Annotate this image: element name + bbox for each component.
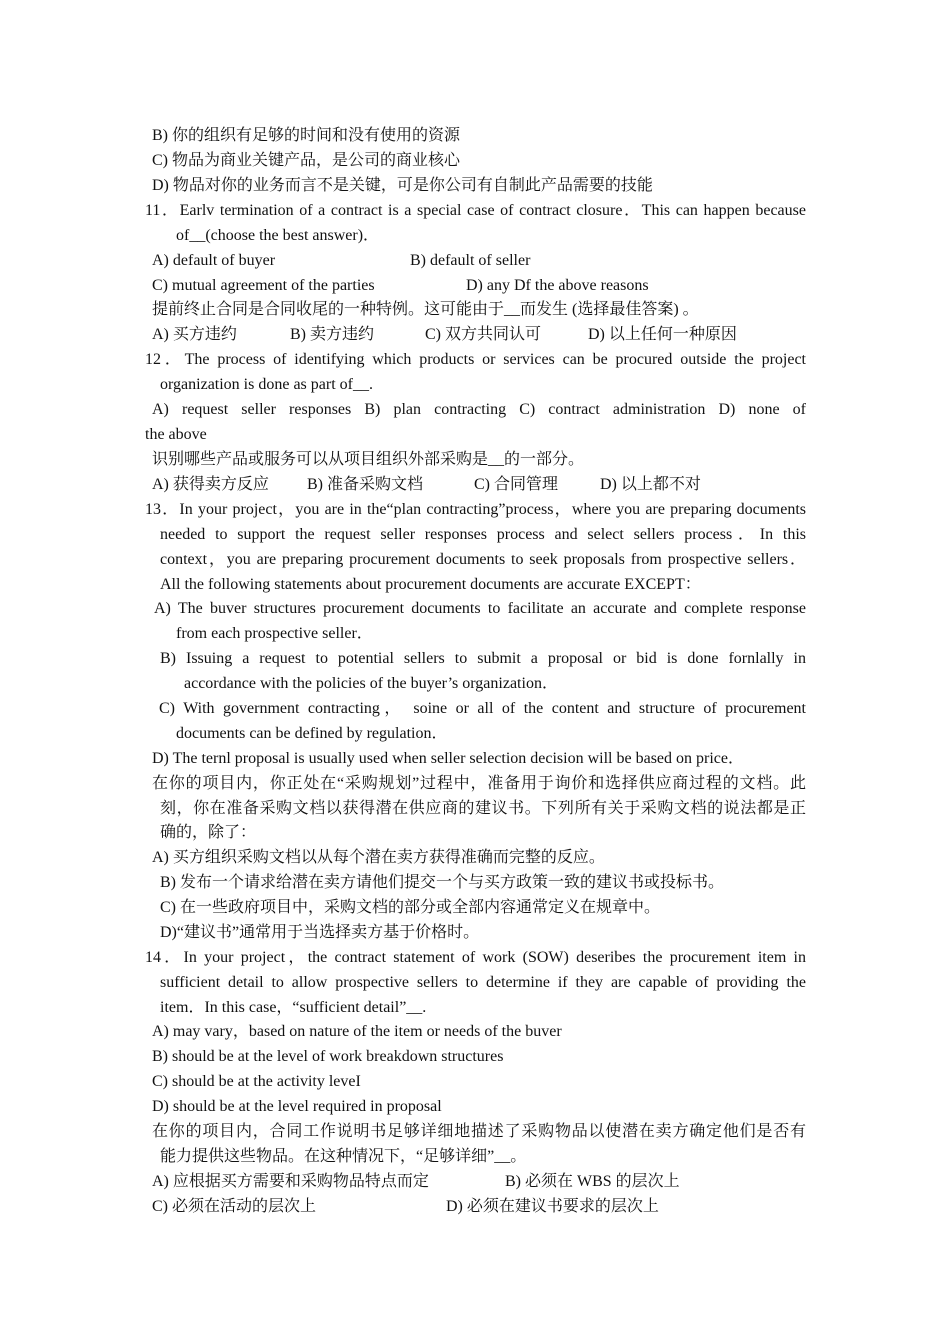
option-c-q13-cont: documents can be defined by regulation． (176, 725, 448, 742)
option-c-q13-cn: C) 在一些政府项目中，采购文档的部分或全部内容通常定义在规章中。 (160, 899, 661, 916)
option-c-q10: C) 物品为商业关键产品，是公司的商业核心 (152, 152, 461, 169)
option-d-q13: D) The ternl proposal is usually used when seller selection decision will be based on price． (152, 750, 744, 767)
question-11-cn: 提前终止合同是合同收尾的一种特例。这可能由于__而发生 (选择最佳答案) 。 (152, 301, 699, 318)
question-14-text-2: sufficient detail to allow prospective sellers to determine if they are capable of providing the (160, 974, 806, 991)
option-d-q14-cn: D) 必须在建议书要求的层次上 (446, 1198, 659, 1215)
option-b-q13-cont: accordance with the policies of the buyer’s organization． (184, 675, 558, 692)
question-12-text-cont: organization is done as part of__. (160, 376, 373, 393)
option-b-q12-cn: B) 准备采购文档 (307, 476, 424, 493)
options-q12-cont: the above (145, 426, 207, 443)
question-13-text-4: All the following statements about procurement documents are accurate EXCEPT： (160, 576, 701, 593)
question-13-text-2: needed to support the request seller responses process and select sellers process．In this (160, 526, 806, 543)
question-12-text: 12．The process of identifying which products or services can be procured outside the project (145, 351, 806, 368)
option-a-q14: A) may vary，based on nature of the item or needs of the buver (152, 1023, 562, 1040)
option-d-q10: D) 物品对你的业务而言不是关键，可是你公司有自制此产品需要的技能 (152, 177, 653, 194)
option-b-q11: B) default of seller (410, 252, 531, 269)
option-c-q14: C) should be at the activity leveI (152, 1073, 361, 1090)
question-12-cn: 识别哪些产品或服务可以从项目组织外部采购是__的一部分。 (152, 451, 585, 468)
question-13-text: 13．In your project，you are in the“plan contracting”process，where you are preparing documents (145, 501, 806, 518)
option-a-q11: A) default of buyer (152, 252, 276, 269)
question-14-text-3: item．In this case，“sufficient detail”__. (160, 999, 427, 1016)
option-a-q11-cn: A) 买方违约 (152, 326, 237, 343)
option-b-q14: B) should be at the level of work breakdown structures (152, 1048, 504, 1065)
question-14-cn-2: 能力提供这些物品。在这种情况下，“足够详细”__。 (160, 1148, 527, 1165)
question-13-cn-2: 刻，你在准备采购文档以获得潜在供应商的建议书。下列所有关于采购文档的说法都是正 (160, 800, 806, 817)
option-d-q13-cn: D)“建议书”通常用于当选择卖方基于价格时。 (160, 924, 480, 941)
option-a-q14-cn: A) 应根据买方需要和采购物品特点而定 (152, 1173, 429, 1190)
question-11-text-cont: of__(choose the best answer)． (176, 227, 380, 244)
option-d-q11: D) any Df the above reasons (466, 277, 649, 294)
option-c-q11: C) mutual agreement of the parties (152, 277, 375, 294)
question-13-text-3: context，you are preparing procurement documents to seek proposals from prospective sellers． (160, 551, 806, 568)
option-c-q13: C) With government contracting， soine or all of the content and structure of procurement (159, 700, 806, 717)
option-d-q11-cn: D) 以上任何一种原因 (588, 326, 737, 343)
option-b-q14-cn: B) 必须在 WBS 的层次上 (505, 1173, 680, 1190)
option-b-q11-cn: B) 卖方违约 (290, 326, 375, 343)
question-14-text: 14．In your project，the contract statement of work (SOW) deseribes the procurement item in (145, 949, 806, 966)
option-a-q12-cn: A) 获得卖方反应 (152, 476, 269, 493)
option-b-q10: B) 你的组织有足够的时间和没有使用的资源 (152, 127, 461, 144)
question-13-cn: 在你的项目内，你正处在“采购规划”过程中，准备用于询价和选择供应商过程的文档。此 (152, 775, 806, 792)
option-a-q13-cont: from each prospective seller． (176, 625, 373, 642)
question-11-text: 11．Earlv termination of a contract is a special case of contract closure．This can happen because (145, 202, 806, 219)
option-d-q14: D) should be at the level required in proposal (152, 1098, 442, 1115)
option-c-q11-cn: C) 双方共同认可 (425, 326, 542, 343)
option-a-q13-cn: A) 买方组织采购文档以从每个潜在卖方获得准确而完整的反应。 (152, 849, 605, 866)
question-14-cn: 在你的项目内，合同工作说明书足够详细地描述了采购物品以使潜在卖方确定他们是否有 (152, 1123, 806, 1140)
option-d-q12-cn: D) 以上都不对 (600, 476, 701, 493)
option-a-q13: A) The buver structures procurement documents to facilitate an accurate and complete response (154, 600, 806, 617)
option-c-q14-cn: C) 必须在活动的层次上 (152, 1198, 317, 1215)
option-c-q12-cn: C) 合同管理 (474, 476, 559, 493)
question-13-cn-3: 确的，除了： (160, 824, 257, 841)
option-b-q13-cn: B) 发布一个请求给潜在卖方请他们提交一个与买方政策一致的建议书或投标书。 (160, 874, 725, 891)
option-b-q13: B) Issuing a request to potential sellers to submit a proposal or bid is done fornlally in (160, 650, 806, 667)
options-q12: A) request seller responses B) plan contracting C) contract administration D) none of (152, 401, 806, 418)
